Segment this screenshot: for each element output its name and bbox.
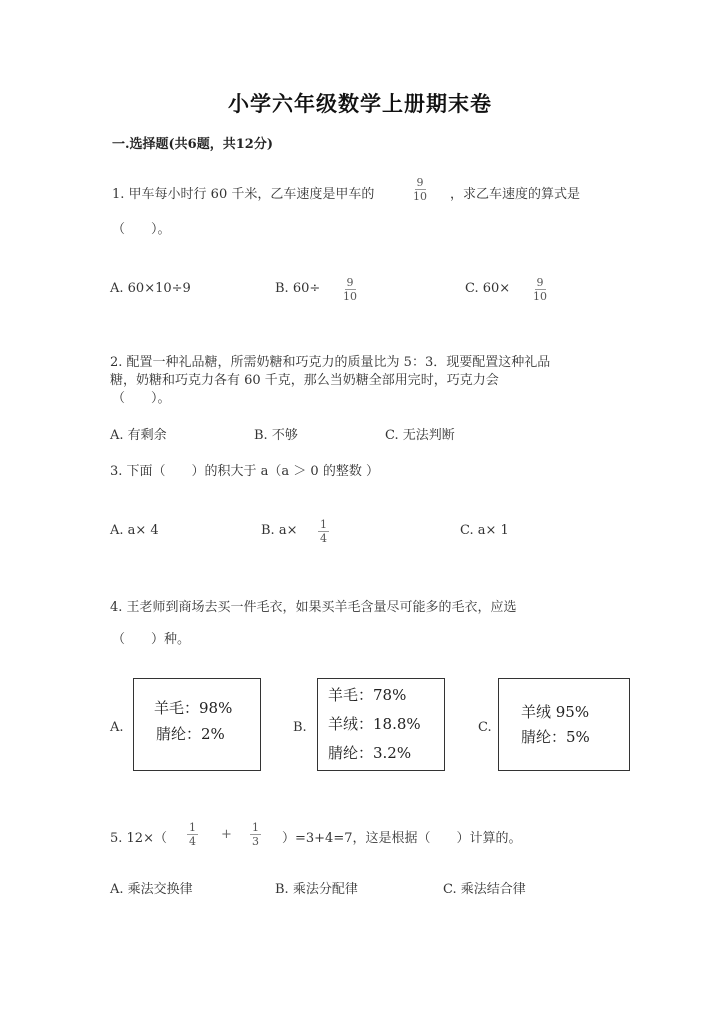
q2-option-a[interactable]: A. 有剩余	[110, 428, 167, 443]
q4-option-c-box[interactable]: 羊绒 95% 腈纶：5%	[498, 678, 630, 771]
q3-stem: 3. 下面（ ）的积大于 a（a ＞ 0 的整数 ）	[110, 464, 379, 479]
q3-option-b[interactable]: B. a×	[261, 523, 298, 538]
q2-blank: （ ）。	[112, 391, 171, 406]
q1-option-a[interactable]: A. 60×10÷9	[110, 281, 191, 296]
q4-option-c-label[interactable]: C.	[478, 720, 492, 735]
q5-fraction-1: $\frac{1}{4}$	[189, 821, 196, 848]
q4-option-a-box[interactable]: 羊毛：98% 腈纶：2%	[133, 678, 261, 771]
page-title: 小学六年级数学上册期末卷	[228, 91, 492, 116]
q4-option-b-label[interactable]: B.	[293, 720, 307, 735]
q5-fraction-2: $\frac{1}{3}$	[252, 821, 259, 848]
section-heading: 一.选择题(共6题，共12分)	[112, 137, 273, 152]
q2-option-b[interactable]: B. 不够	[254, 428, 298, 443]
q1-stem-b: ，求乙车速度的算式是	[450, 187, 581, 202]
q1-option-b-fraction: $\frac{9}{10}$	[343, 276, 357, 303]
q2-option-c[interactable]: C. 无法判断	[385, 428, 455, 443]
q5-suffix: ）=3+4=7，这是根据（ ）计算的。	[282, 831, 522, 846]
q5-option-b[interactable]: B. 乘法分配律	[275, 882, 358, 897]
q1-stem-a: 1. 甲车每小时行 60 千米，乙车速度是甲车的	[112, 187, 375, 202]
q5-option-c[interactable]: C. 乘法结合律	[443, 882, 526, 897]
q1-option-c[interactable]: C. 60×	[465, 281, 511, 296]
q5-plus: +	[221, 827, 232, 842]
q5-prefix: 5. 12×（	[110, 831, 167, 846]
q3-option-b-fraction: $\frac{1}{4}$	[320, 518, 327, 545]
q4-line1: 4. 王老师到商场去买一件毛衣，如果买羊毛含量尽可能多的毛衣，应选	[110, 600, 517, 615]
q1-option-b[interactable]: B. 60÷	[275, 281, 321, 296]
q4-option-b-box[interactable]: 羊毛：78% 羊绒：18.8% 腈纶：3.2%	[317, 678, 445, 771]
q1-fraction: $\frac{9}{10}$	[413, 176, 427, 203]
q3-option-a[interactable]: A. a× 4	[110, 523, 159, 538]
q3-option-c[interactable]: C. a× 1	[460, 523, 509, 538]
q4-blank: （ ）种。	[112, 632, 191, 647]
q5-option-a[interactable]: A. 乘法交换律	[110, 882, 193, 897]
q2-line1: 2. 配置一种礼品糖，所需奶糖和巧克力的质量比为 5：3．现要配置这种礼品	[110, 355, 551, 370]
q1-blank: （ ）。	[112, 222, 171, 237]
q2-line2: 糖，奶糖和巧克力各有 60 千克，那么当奶糖全部用完时，巧克力会	[110, 373, 499, 388]
q4-option-a-label[interactable]: A.	[110, 720, 124, 735]
q1-option-c-fraction: $\frac{9}{10}$	[533, 276, 547, 303]
